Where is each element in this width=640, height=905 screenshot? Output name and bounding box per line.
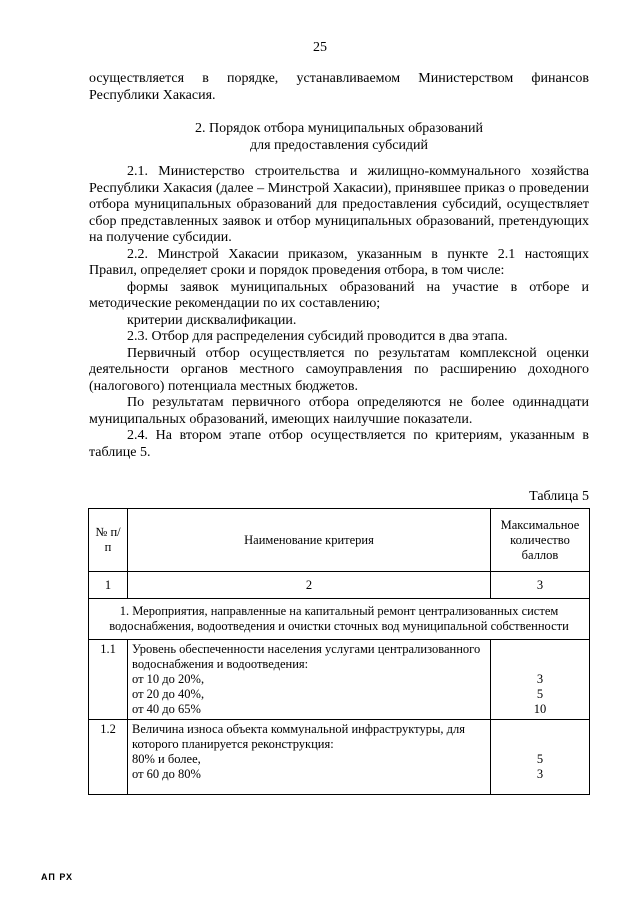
points-value: 5	[536, 687, 544, 701]
row-points	[491, 640, 590, 720]
points-value: 10	[533, 702, 547, 716]
criteria-table	[88, 508, 590, 795]
paragraph-forms: формы заявок муниципальных образований на участие в отборе и методические рекомендации по их составлению;	[89, 279, 589, 311]
table-row	[89, 640, 590, 720]
section-heading	[89, 121, 589, 154]
paragraph-2-4: 2.4. На втором этапе отбор осуществляется по критериям, указанным в таблице 5.	[89, 428, 589, 460]
table-caption: Таблица 5	[529, 489, 589, 504]
intro-text: осуществляется в порядке, устанавливаемом Министерством финансов Республики Хакасия.	[89, 71, 589, 103]
table-header-row	[89, 509, 590, 572]
points-value: 3	[536, 672, 544, 686]
page-number: 25	[313, 40, 327, 55]
footer-mark: АП РХ	[41, 872, 74, 882]
row-points	[491, 720, 590, 795]
row-criterion	[128, 720, 491, 795]
header-num: № п/п	[89, 509, 128, 572]
criterion-option: от 20 до 40%,	[132, 687, 205, 701]
table-section-row	[89, 599, 590, 640]
column-number-row	[89, 572, 590, 599]
section-heading-line-2: для предоставления субсидий	[249, 137, 429, 153]
criterion-option: от 10 до 20%,	[132, 672, 205, 686]
intro-paragraph	[89, 71, 589, 104]
header-max: Максимальное количество баллов	[491, 509, 590, 572]
table-section-title: 1. Мероприятия, направленные на капитальный ремонт централизованных систем водоснабжения, водоотведения и очистки сточных вод муниципальной собственности	[89, 599, 590, 640]
criterion-option: от 60 до 80%	[132, 767, 201, 781]
criterion-option: 80% и более,	[132, 752, 201, 766]
criterion-title: Величина износа объекта коммунальной инфраструктуры, для которого планируется реконструкция:	[132, 722, 465, 751]
points-value: 3	[536, 767, 544, 781]
paragraph-2-3: 2.3. Отбор для распределения субсидий проводится в два этапа.	[127, 329, 508, 344]
criterion-title: Уровень обеспеченности населения услугами централизованного водоснабжения и водоотведения:	[132, 642, 481, 671]
paragraph-2-2: 2.2. Минстрой Хакасии приказом, указанным в пункте 2.1 настоящих Правил, определяет сроки и порядок проведения отбора, в том числе:	[89, 246, 589, 278]
paragraph-results: По результатам первичного отбора определяются не более одиннадцати муниципальных образований, имеющих наилучшие показатели.	[89, 395, 589, 427]
section-heading-line-1: 2. Порядок отбора муниципальных образований	[194, 121, 484, 136]
column-number-2: 2	[128, 572, 491, 599]
row-criterion	[128, 640, 491, 720]
table-row	[89, 720, 590, 795]
paragraph-primary: Первичный отбор осуществляется по результатам комплексной оценки деятельности органов местного самоуправления по расширению доходного (налогового) потенциала местных бюджетов.	[89, 345, 589, 394]
row-num: 1.1	[89, 640, 128, 720]
paragraph-2-1: 2.1. Министерство строительства и жилищно-коммунального хозяйства Республики Хакасия (далее – Минстрой Хакасии), принявшее приказ о проведении отбора муниципальных образований для предоставления субсидий, осуществляет сбор представленных заявок и отбор муниципальных образований, претендующих на получение субсидии.	[89, 164, 589, 245]
points-value: 5	[536, 752, 544, 766]
criterion-option: от 40 до 65%	[132, 702, 201, 716]
paragraph-criteria: критерии дисквалификации.	[127, 312, 297, 328]
header-name: Наименование критерия	[128, 509, 491, 572]
column-number-3: 3	[491, 572, 590, 599]
column-number-1: 1	[89, 572, 128, 599]
row-num: 1.2	[89, 720, 128, 795]
body-text	[89, 164, 589, 461]
